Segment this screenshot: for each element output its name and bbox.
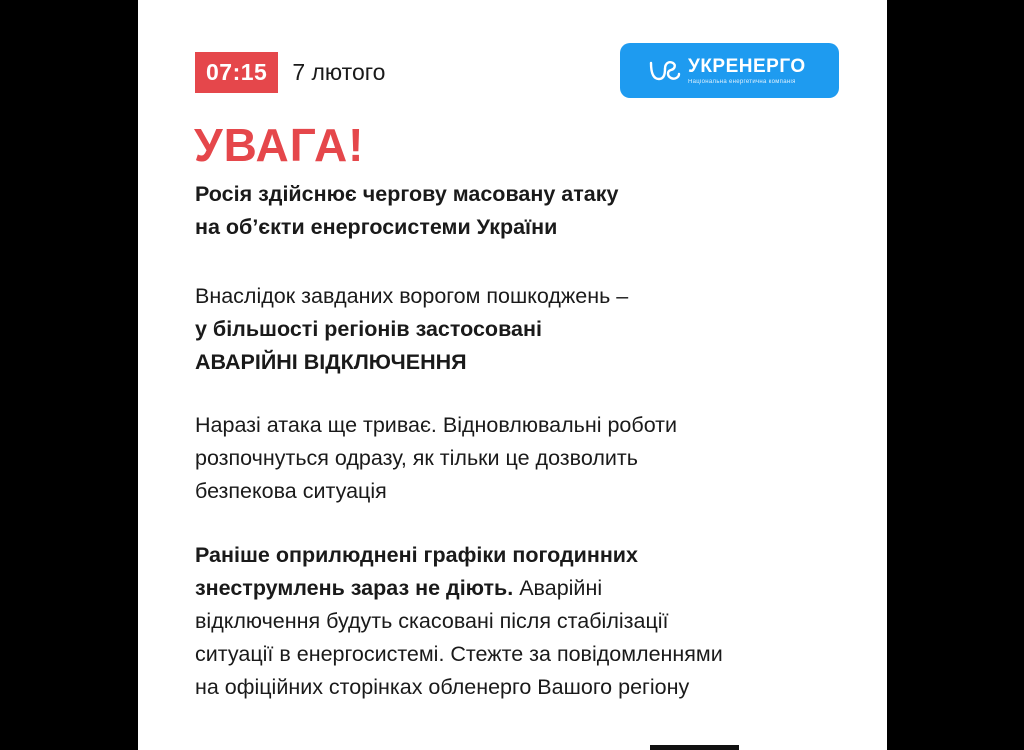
status-line-2: розпочнуться одразу, як тільки це дозволить [195, 446, 638, 470]
schedules-paragraph [195, 539, 855, 704]
damage-paragraph [195, 280, 855, 379]
post-header [195, 52, 385, 93]
schedules-line-3: відключення будуть скасовані після стабілізації [195, 609, 669, 633]
damage-line-3: АВАРІЙНІ ВІДКЛЮЧЕННЯ [195, 350, 467, 374]
schedules-line-2-rest: Аварійні [519, 576, 603, 600]
status-line-1: Наразі атака ще триває. Відновлювальні роботи [195, 413, 678, 437]
alert-heading: УВАГА! [194, 119, 365, 171]
intro-line-1: Росія здійснює чергову масовану атаку [195, 182, 619, 206]
schedules-bold-line-1: Раніше оприлюднені графіки погодинних [195, 543, 638, 567]
schedules-line-5: на офіційних сторінках обленерго Вашого регіону [195, 675, 690, 699]
damage-line-1: Внаслідок завданих ворогом пошкоджень – [195, 284, 629, 308]
ukrenergo-logo-icon [648, 58, 682, 84]
post-card [138, 0, 887, 750]
intro-line-2: на об’єкти енергосистеми України [195, 215, 558, 239]
ukrenergo-logo [620, 43, 839, 98]
schedules-bold-line-2: знеструмлень зараз не діють. [195, 576, 514, 600]
logo-name: УКРЕНЕРГО [688, 55, 806, 77]
intro-paragraph [195, 178, 855, 244]
status-paragraph [195, 409, 855, 508]
time-badge: 07:15 [195, 52, 278, 93]
damage-line-2: у більшості регіонів застосовані [195, 317, 542, 341]
logo-subtitle: Національна енергетична компанія [688, 78, 796, 85]
bottom-bar [650, 745, 739, 750]
status-line-3: безпекова ситуація [195, 479, 387, 503]
post-date: 7 лютого [292, 59, 386, 85]
schedules-line-4: ситуації в енергосистемі. Стежте за повідомленнями [195, 642, 723, 666]
